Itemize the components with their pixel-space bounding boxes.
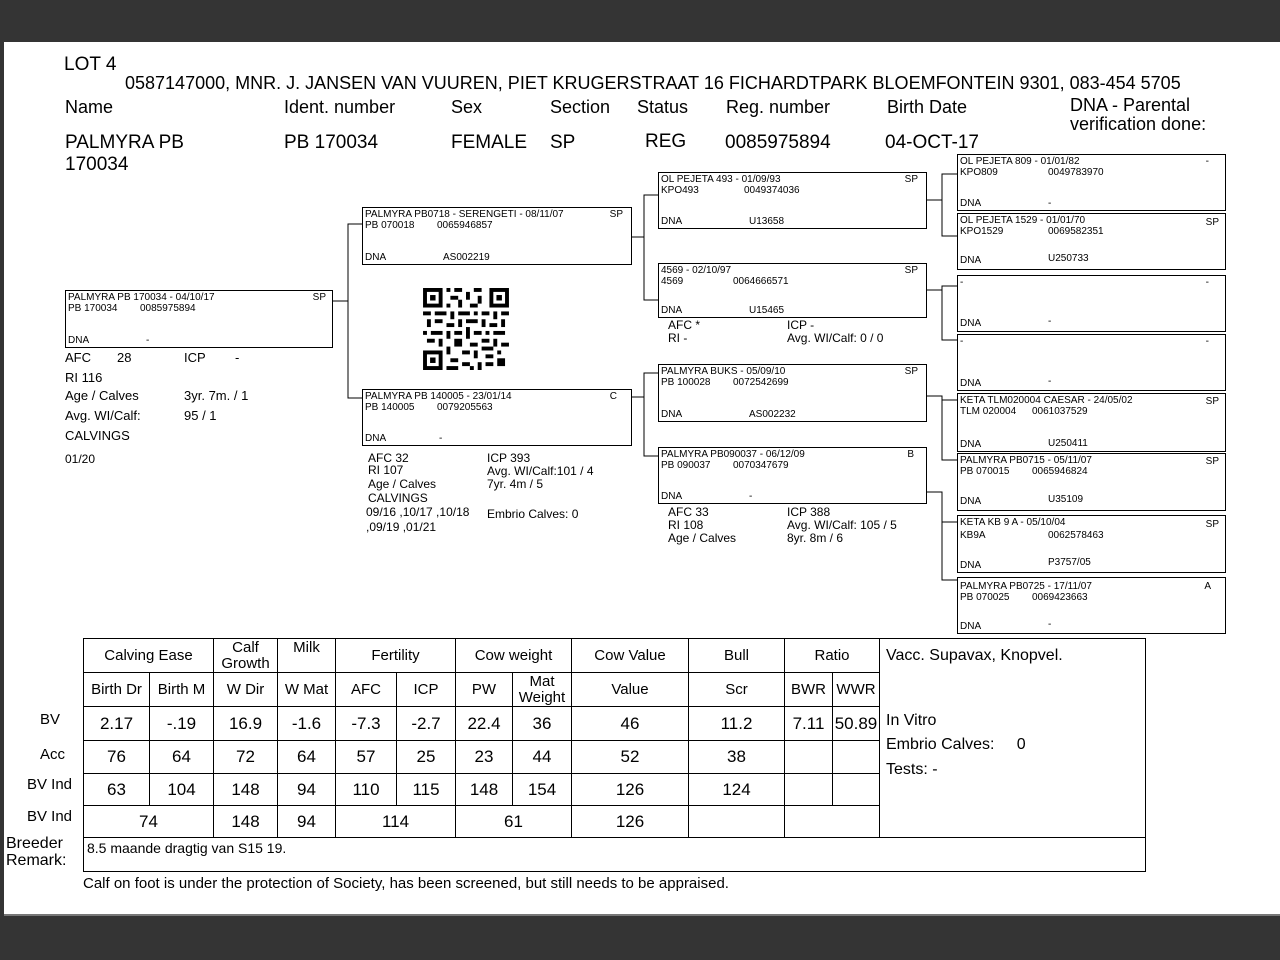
grandparent-box <box>658 263 927 318</box>
animal-section: SP <box>550 132 576 153</box>
bvind-cell: 63 <box>84 774 150 806</box>
sub-pw: PW <box>456 673 513 707</box>
bv-cell: -1.6 <box>278 707 336 741</box>
header-section: Section <box>550 97 611 117</box>
great-grandparent-box <box>957 577 1226 634</box>
acc-cell: 25 <box>397 741 456 774</box>
ggp-ident: KPO1529 <box>960 226 1004 237</box>
group-calving-ease: Calving Ease <box>84 639 214 673</box>
bv-cell: 50.89 <box>833 707 880 741</box>
gp-ident: PB 090037 <box>661 460 711 471</box>
great-grandparent-box <box>957 154 1226 211</box>
great-grandparent-box <box>957 393 1226 452</box>
breeder-label-1: Breeder <box>6 835 63 852</box>
sub-bwr: BWR <box>785 673 833 707</box>
gp-dna: DNA <box>661 491 683 502</box>
dam-calvings-1: 09/16 ,10/17 ,10/18 <box>366 505 470 519</box>
bv-cell: -2.7 <box>397 707 456 741</box>
ggp-title: KETA KB 9 A - 05/10/04 <box>960 517 1066 528</box>
sire-dna: DNA <box>365 252 387 263</box>
ggp-code: - <box>1205 156 1209 167</box>
dam-code: C <box>609 391 617 402</box>
group-cow-weight: Cow weight <box>456 639 572 673</box>
owner-line: 0587147000, MNR. J. JANSEN VAN VUUREN, PIET KRUGERSTRAAT 16 FICHARDTPARK BLOEMFONTEIN 9301, 083-454 5705 <box>125 73 1181 93</box>
subject-afc-label: AFC <box>65 350 91 365</box>
sub-scr: Scr <box>689 673 785 707</box>
notes-cell <box>880 639 1146 838</box>
note-embrio: Embrio Calves: 0 <box>886 736 1026 753</box>
animal-birth: 04-OCT-17 <box>885 132 979 153</box>
subject-box-code: SP <box>312 292 326 303</box>
ggp-dna: DNA <box>960 621 982 632</box>
bvind2-cell: 126 <box>572 806 689 838</box>
great-grandparent-box <box>957 453 1226 511</box>
gp-dna-value: AS002232 <box>749 409 796 420</box>
ggp-dna: DNA <box>960 318 982 329</box>
gp-title: OL PEJETA 493 - 01/09/93 <box>661 174 781 185</box>
subject-age-label: Age / Calves <box>65 388 139 403</box>
gp4-age: 8yr. 8m / 6 <box>787 531 844 545</box>
row-label-acc: Acc <box>40 746 66 763</box>
ggp-title: PALMYRA PB0715 - 05/11/07 <box>960 455 1092 466</box>
subject-icp: - <box>235 350 240 365</box>
catalogue-sheet <box>4 42 1280 916</box>
gp2-icp: ICP - <box>787 318 815 332</box>
ggp-title: - <box>960 277 964 288</box>
group-cow-value: Cow Value <box>572 639 689 673</box>
gp-reg: 0072542699 <box>733 377 789 388</box>
gp-dna-value: U13658 <box>749 216 785 227</box>
group-milk: Milk <box>278 639 336 673</box>
ggp-dna-value: U250733 <box>1048 253 1089 264</box>
qr-code-icon <box>422 288 510 370</box>
ggp-dna-value: P3757/05 <box>1048 557 1091 568</box>
ggp-dna: DNA <box>960 198 982 209</box>
dam-afc: AFC 32 <box>368 451 409 465</box>
acc-cell: 44 <box>513 741 572 774</box>
subject-icp-label: ICP <box>184 350 206 365</box>
ggp-title: OL PEJETA 809 - 01/01/82 <box>960 156 1080 167</box>
ggp-dna: DNA <box>960 255 982 266</box>
gp-code: SP <box>904 265 918 276</box>
bvind2-cell: 61 <box>456 806 572 838</box>
ggp-reg: 0049783970 <box>1048 167 1104 178</box>
ggp-dna: DNA <box>960 439 982 450</box>
great-grandparent-box <box>957 334 1226 391</box>
bvind-cell <box>785 774 833 806</box>
great-grandparent-box <box>957 275 1226 332</box>
gp-ident: PB 100028 <box>661 377 711 388</box>
gp4-icp: ICP 388 <box>787 505 831 519</box>
acc-cell: 76 <box>84 741 150 774</box>
note-vacc: Vacc. Supavax, Knopvel. <box>886 647 1063 664</box>
dam-age-label: Age / Calves <box>368 477 437 491</box>
gp-reg: 0049374036 <box>744 185 800 196</box>
dam-age: 7yr. 4m / 5 <box>487 477 544 491</box>
dam-dna: DNA <box>365 433 387 444</box>
header-reg: Reg. number <box>726 97 831 117</box>
animal-reg: 0085975894 <box>725 132 831 153</box>
header-sex: Sex <box>451 97 483 117</box>
breeder-label-2: Remark: <box>6 852 67 869</box>
ggp-reg: 0069423663 <box>1032 592 1088 603</box>
bvind2-cell <box>689 806 785 838</box>
bottom-border <box>4 914 1280 916</box>
dam-dna-value: - <box>439 433 443 444</box>
bvind2-cell: 114 <box>336 806 456 838</box>
group-ratio: Ratio <box>785 639 880 673</box>
gp-ident: 4569 <box>661 276 684 287</box>
ggp-code: - <box>1205 336 1209 347</box>
ggp-code: SP <box>1205 519 1219 530</box>
sire-code: SP <box>609 209 623 220</box>
subject-box-title: PALMYRA PB 170034 - 04/10/17 <box>68 292 215 303</box>
bv-cell: 22.4 <box>456 707 513 741</box>
great-grandparent-box <box>957 515 1226 573</box>
row-label-bvind: BV Ind <box>27 776 73 793</box>
gp4-afc: AFC 33 <box>668 505 709 519</box>
bv-cell: 36 <box>513 707 572 741</box>
animal-status: REG <box>645 131 687 152</box>
sub-birth-m: Birth M <box>150 673 214 707</box>
ggp-reg: 0062578463 <box>1048 530 1104 541</box>
sire-dna-value: AS002219 <box>443 252 490 263</box>
subject-pedigree-box <box>65 290 333 348</box>
lot-number: LOT 4 <box>64 54 117 75</box>
gp4-ri: RI 108 <box>668 518 704 532</box>
bvind2-cell: 94 <box>278 806 336 838</box>
gp-dna: DNA <box>661 409 683 420</box>
gp-code: SP <box>904 366 918 377</box>
breeder-remark: 8.5 maande dragtig van S15 19. <box>84 838 1146 872</box>
ggp-dna: DNA <box>960 496 982 507</box>
sub-afc: AFC <box>336 673 397 707</box>
gp-dna: DNA <box>661 216 683 227</box>
sub-mat-weight: Mat Weight <box>513 673 572 707</box>
ggp-code: SP <box>1205 217 1219 228</box>
acc-cell <box>785 741 833 774</box>
ggp-code: SP <box>1205 396 1219 407</box>
subject-calvings-value: 01/20 <box>65 452 96 466</box>
dam-reg: 0079205563 <box>437 402 493 413</box>
ggp-ident: KPO809 <box>960 167 998 178</box>
sire-ident: PB 070018 <box>365 220 415 231</box>
animal-name-1: PALMYRA PB <box>65 132 184 153</box>
sub-value: Value <box>572 673 689 707</box>
ggp-title: PALMYRA PB0725 - 17/11/07 <box>960 581 1092 592</box>
acc-cell: 64 <box>278 741 336 774</box>
group-bull: Bull <box>689 639 785 673</box>
bvind-cell: 126 <box>572 774 689 806</box>
sire-title: PALMYRA PB0718 - SERENGETI - 08/11/07 <box>365 209 564 220</box>
gp-dna-value: U15465 <box>749 305 785 316</box>
bvind-cell: 115 <box>397 774 456 806</box>
header-dna-1: DNA - Parental <box>1070 95 1191 115</box>
ggp-ident: KB9A <box>960 530 986 541</box>
header-name: Name <box>65 97 114 117</box>
bvind2-cell <box>785 806 880 838</box>
ggp-dna-value: U250411 <box>1048 438 1088 449</box>
gp4-avg: Avg. WI/Calf: 105 / 5 <box>787 518 897 532</box>
subject-age: 3yr. 7m. / 1 <box>184 388 249 403</box>
gp2-avg: Avg. WI/Calf: 0 / 0 <box>787 331 884 345</box>
dam-calvings-2: ,09/19 ,01/21 <box>366 520 437 534</box>
gp4-age-label: Age / Calves <box>668 531 737 545</box>
animal-name-2: 170034 <box>65 154 129 175</box>
bvind2-cell: 148 <box>214 806 278 838</box>
ggp-ident: TLM 020004 <box>960 406 1017 417</box>
bvind-cell: 148 <box>456 774 513 806</box>
header-ident: Ident. number <box>284 97 396 117</box>
sub-w-dir: W Dir <box>214 673 278 707</box>
dam-avg: Avg. WI/Calf:101 / 4 <box>487 464 594 478</box>
bvind-cell <box>833 774 880 806</box>
bvind-cell: 154 <box>513 774 572 806</box>
great-grandparent-box <box>957 213 1226 270</box>
dam-ident: PB 140005 <box>365 402 415 413</box>
ggp-ident: PB 070025 <box>960 592 1010 603</box>
ggp-code: SP <box>1205 456 1219 467</box>
ggp-dna: DNA <box>960 560 982 571</box>
bvind-cell: 94 <box>278 774 336 806</box>
gp-ident: KPO493 <box>661 185 699 196</box>
gp-reg: 0064666571 <box>733 276 789 287</box>
acc-cell: 23 <box>456 741 513 774</box>
bvind-cell: 110 <box>336 774 397 806</box>
ggp-title: - <box>960 336 964 347</box>
gp-title: PALMYRA PB090037 - 06/12/09 <box>661 449 805 460</box>
sub-icp: ICP <box>397 673 456 707</box>
sire-reg: 0065946857 <box>437 220 493 231</box>
bvind-cell: 104 <box>150 774 214 806</box>
ggp-reg: 0061037529 <box>1032 406 1088 417</box>
bvind-cell: 124 <box>689 774 785 806</box>
ggp-title: KETA TLM020004 CAESAR - 24/05/02 <box>960 395 1133 406</box>
acc-cell: 57 <box>336 741 397 774</box>
gp2-afc: AFC * <box>668 318 701 332</box>
ggp-title: OL PEJETA 1529 - 01/01/70 <box>960 215 1086 226</box>
ggp-code: - <box>1205 277 1209 288</box>
header-birth: Birth Date <box>887 97 968 117</box>
bv-cell: 2.17 <box>84 707 150 741</box>
ggp-dna-value: - <box>1048 316 1052 327</box>
ggp-ident: PB 070015 <box>960 466 1010 477</box>
row-label-bvind-2: BV Ind <box>27 808 73 825</box>
ggp-dna: DNA <box>960 378 982 389</box>
ggp-reg: 0069582351 <box>1048 226 1104 237</box>
header-dna-2: verification done: <box>1070 114 1207 134</box>
group-fertility: Fertility <box>336 639 456 673</box>
row-label-bv: BV <box>40 711 61 728</box>
acc-cell: 64 <box>150 741 214 774</box>
bvind2-cell: 74 <box>84 806 214 838</box>
ggp-code: A <box>1204 581 1211 592</box>
subject-avg-label: Avg. WI/Calf: <box>65 408 141 423</box>
animal-sex: FEMALE <box>451 132 528 153</box>
dam-calvings-label: CALVINGS <box>368 491 428 505</box>
bv-cell: 7.11 <box>785 707 833 741</box>
subject-box-reg: 0085975894 <box>140 303 196 314</box>
acc-cell: 38 <box>689 741 785 774</box>
gp-dna: DNA <box>661 305 683 316</box>
gp2-ri: RI - <box>668 331 688 345</box>
dam-title: PALMYRA PB 140005 - 23/01/14 <box>365 391 512 402</box>
grandparent-box <box>658 172 927 229</box>
gp-code: B <box>907 449 914 460</box>
bv-cell: 11.2 <box>689 707 785 741</box>
bv-cell: -7.3 <box>336 707 397 741</box>
dam-ri: RI 107 <box>368 463 404 477</box>
ggp-dna-value: - <box>1048 376 1052 387</box>
subject-box-dna-value: - <box>146 335 150 346</box>
gp-reg: 0070347679 <box>733 460 789 471</box>
gp-title: 4569 - 02/10/97 <box>661 265 732 276</box>
grandparent-box <box>658 364 927 422</box>
sub-birth-dr: Birth Dr <box>84 673 150 707</box>
footer-note: Calf on foot is under the protection of Society, has been screened, but still needs to be appraised. <box>83 875 729 892</box>
header-status: Status <box>637 97 689 117</box>
note-invitro: In Vitro <box>886 712 937 729</box>
table-row-remark <box>84 838 1146 872</box>
sire-pedigree-box <box>362 207 632 265</box>
ggp-reg: 0065946824 <box>1032 466 1088 477</box>
dam-pedigree-box <box>362 389 632 446</box>
ggp-dna-value: - <box>1048 619 1052 630</box>
bv-cell: -.19 <box>150 707 214 741</box>
note-tests: Tests: - <box>886 761 938 778</box>
ggp-dna-value: - <box>1048 198 1052 209</box>
bvind-cell: 148 <box>214 774 278 806</box>
acc-cell <box>833 741 880 774</box>
gp-title: PALMYRA BUKS - 05/09/10 <box>661 366 786 377</box>
animal-ident: PB 170034 <box>284 132 379 153</box>
group-calf-growth: Calf Growth <box>214 639 278 673</box>
subject-ri: RI 116 <box>65 370 103 385</box>
gp-dna-value: - <box>749 491 753 502</box>
bv-cell: 46 <box>572 707 689 741</box>
ggp-dna-value: U35109 <box>1048 494 1084 505</box>
gp-code: SP <box>904 174 918 185</box>
breeding-values-table <box>83 638 1146 872</box>
acc-cell: 72 <box>214 741 278 774</box>
dam-icp: ICP 393 <box>487 451 531 465</box>
sub-wwr: WWR <box>833 673 880 707</box>
subject-box-ident: PB 170034 <box>68 303 118 314</box>
sub-w-mat: W Mat <box>278 673 336 707</box>
subject-avg: 95 / 1 <box>184 408 217 423</box>
grandparent-box <box>658 447 927 504</box>
acc-cell: 52 <box>572 741 689 774</box>
bv-cell: 16.9 <box>214 707 278 741</box>
subject-calvings-label: CALVINGS <box>65 428 130 443</box>
dam-embrio: Embrio Calves: 0 <box>487 507 579 521</box>
subject-box-dna: DNA <box>68 335 90 346</box>
subject-afc: 28 <box>117 350 132 365</box>
